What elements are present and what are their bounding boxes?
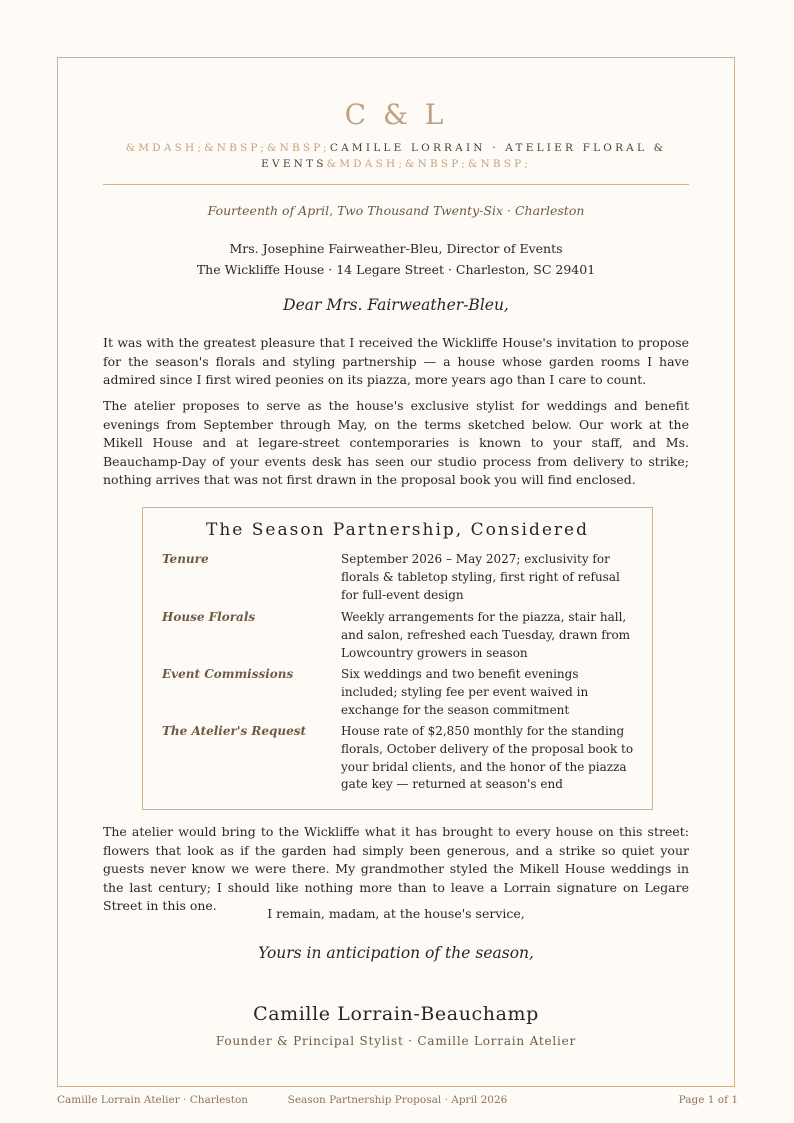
- terms-box: [142, 507, 653, 810]
- term-label-atelier-request: The Atelier's Request: [162, 724, 307, 738]
- recipient-address: [103, 238, 689, 280]
- monogram: C & L: [344, 98, 448, 131]
- body-paragraph-3: The atelier would bring to the Wickliffe what it has brought to every house on this street: flowers that look as if the garden had simply been generous, and a strike so quiet your guests never know we were there. My grandmother styled the Mikell House weddings in the last century; I should like nothing more than to leave a Lorrain signature on Legare Street in this one.: [103, 824, 689, 914]
- date-line: Fourteenth of April, Two Thousand Twenty-Six · Charleston: [207, 203, 585, 218]
- letterhead-tagline: [123, 140, 669, 172]
- terms-title: The Season Partnership, Considered: [206, 520, 589, 540]
- term-value-house-florals: Weekly arrangements for the piazza, stair hall, and salon, refreshed each Tuesday, drawn from Lowcountry growers in season: [341, 610, 631, 660]
- tagline-suffix: &MDASH;&NBSP;&NBSP;: [326, 158, 531, 170]
- tagline-prefix: &MDASH;&NBSP;&NBSP;: [125, 142, 330, 154]
- closing-line: Yours in anticipation of the season,: [258, 944, 534, 962]
- body-paragraph-2: The atelier proposes to serve as the house's exclusive stylist for weddings and benefit evenings from September through May, on the terms sketched below. Our work at the Mikell House and at legare-street contemporaries is known to your staff, and Ms. Beauchamp-Day of your events desk has seen our studio process from delivery to strike; nothing arrives that was not first drawn in the proposal book you will find enclosed.: [103, 398, 689, 488]
- remain-line: I remain, madam, at the house's service,: [267, 906, 525, 921]
- signature-name: Camille Lorrain-Beauchamp: [253, 1003, 539, 1025]
- term-label-event-commissions: Event Commissions: [162, 667, 294, 681]
- term-value-event-commissions: Six weddings and two benefit evenings included; styling fee per event waived in exchange for the season commitment: [341, 667, 589, 717]
- term-label-tenure: Tenure: [162, 552, 209, 566]
- tagline-text: CAMILLE LORRAIN · ATELIER FLORAL & EVENTS: [261, 142, 667, 170]
- page-footer: [57, 1094, 738, 1110]
- term-label-house-florals: House Florals: [162, 610, 256, 624]
- body-paragraph-1: It was with the greatest pleasure that I received the Wickliffe House's invitation to propose for the season's florals and styling partnership — a house whose garden rooms I have admired since I first wired peonies on its piazza, more years ago than I care to count.: [103, 335, 689, 388]
- salutation: Dear Mrs. Fairweather-Bleu,: [283, 296, 509, 314]
- letterhead-divider: [103, 184, 689, 185]
- term-value-atelier-request: House rate of $2,850 monthly for the standing florals, October delivery of the proposal book to your bridal clients, and the honor of the piazza gate key — returned at season's end: [341, 724, 634, 792]
- footer-center: Season Partnership Proposal · April 2026: [287, 1094, 508, 1106]
- signature-title: Founder & Principal Stylist · Camille Lorrain Atelier: [215, 1034, 577, 1048]
- term-value-tenure: September 2026 – May 2027; exclusivity for florals & tabletop styling, first right of refusal for full-event design: [341, 552, 620, 602]
- footer-page-number: Page 1 of 1: [678, 1094, 738, 1106]
- letter-frame: [57, 57, 735, 1087]
- footer-left: Camille Lorrain Atelier · Charleston: [57, 1094, 249, 1106]
- recipient-line-1: Mrs. Josephine Fairweather-Bleu, Director of Events: [229, 241, 563, 256]
- recipient-line-2: The Wickliffe House · 14 Legare Street · Charleston, SC 29401: [196, 262, 596, 277]
